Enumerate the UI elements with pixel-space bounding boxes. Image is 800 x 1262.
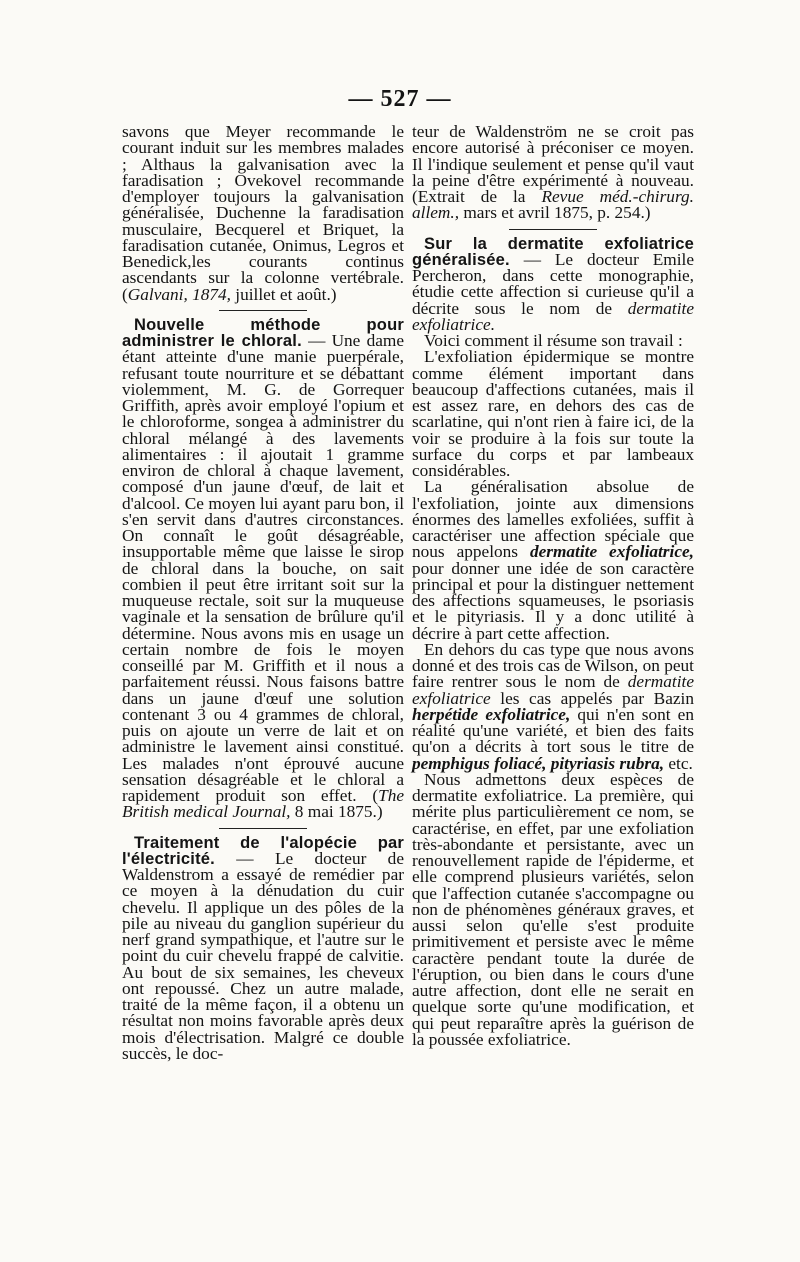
citation: The British medical Journal,	[122, 786, 404, 822]
section-divider	[509, 229, 597, 230]
paragraph	[412, 124, 694, 222]
section-heading: Nouvelle méthode pour administrer le chloral.	[122, 315, 404, 350]
term: dermatite exfoliatrice.	[412, 298, 694, 334]
body-text: — Le docteur Emile Percheron, dans cette monographie, étudie cette affection si curieuse qu'il a décrite sous le nom de	[412, 249, 694, 318]
paragraph: Nous admettons deux espèces de dermatite exfoliatrice. La première, qui mérite plus particulièrement ce nom, se caractérise, en effet, par une exfoliation très-abondante et persistante, avec un renouvellement rapide de l'épiderme, et elle comprend plusieurs variétés, selon que l'affection cutanée s'accompagne ou non de phénomènes généraux graves, et aussi selon qu'elle s'est produite primitivement et persiste avec le même caractère pendant toute la durée de l'éruption, ou bien dans le cours d'une autre affection, dont elle ne serait en quelque sorte qu'une modification, et qui peut reparaître après la guérison de la poussée exfoliatrice.	[412, 769, 694, 1049]
term: dermatite exfoliatrice	[412, 672, 694, 708]
body-text: savons que Meyer recommande le courant induit sur les membres malades ; Althaus la galvanisation avec la faradisation ; Ovekovel recommande d'employer toujours la galvanisation généralisée, Duchenne la faradisation musculaire, Becquerel et Briquet, la faradisation cutanée, Onimus, Legros et Benedick,les courants continus ascendants sur la colonne vertébrale. (	[122, 122, 404, 304]
body-text: les cas appelés par Bazin	[490, 688, 694, 708]
section-heading: Traitement de l'alopécie par l'électricité.	[122, 833, 404, 868]
section-divider	[219, 310, 307, 311]
body-text: En dehors du cas type que nous avons donné et des trois cas de Wilson, on peut faire rentrer sous le nom de	[412, 639, 694, 692]
right-column	[412, 124, 694, 1048]
paragraph: L'exfoliation épidermique se montre comme élément important dans beaucoup d'affections cutanées, mais il est assez rare, en dehors des cas de scarlatine, qui n'ont rien à faire ici, de la voir se produire à la fois sur toute la surface du corps et par lambeaux considérables.	[412, 347, 694, 480]
citation: Revue méd.-chirurg. allem.,	[412, 187, 694, 223]
body-text: La généralisation absolue de l'exfoliation, jointe aux dimensions énormes des lamelles exfoliées, suffit à caractériser une affection spéciale que nous appelons	[412, 477, 694, 562]
body-text: teur de Waldenström ne se croit pas encore autorisé à préconiser ce moyen. Il l'indique seulement et pense qu'il vaut la peine d'être expérimenté à nouveau. (Extrait de la	[412, 122, 694, 206]
term: herpétide exfoliatrice,	[412, 704, 571, 724]
body-text: 8 mai 1875.)	[290, 802, 383, 822]
body-text: qui n'en sont en réalité qu'une variété, et bien des faits qu'on a décrits à tort sous le titre de	[412, 704, 694, 757]
left-column	[122, 124, 404, 1062]
paragraph	[412, 479, 694, 642]
section-heading: Sur la dermatite exfoliatrice généralisée.	[412, 234, 694, 269]
section-alopecie	[122, 835, 404, 1063]
body-text: juillet et août.)	[230, 284, 337, 304]
term: pemphigus foliacé, pityriasis rubra,	[412, 753, 665, 773]
body-text: mars et avril 1875, p. 254.)	[459, 203, 651, 223]
page-number: — 527 —	[348, 86, 452, 112]
term: dermatite exfoliatrice,	[529, 542, 694, 562]
body-text: — Une dame étant atteinte d'une manie puerpérale, refusant toute nourriture et se débattant violemment, M. G. de Gorrequer Griffith, après avoir employé l'opium et le chloroforme, songea à administrer du chloral mélangé à des lavements alimentaires : il ajoutait 1 gramme environ de chloral à chaque lavement, composé d'un jaune d'œuf, de lait et d'alcool. Ce moyen lui ayant paru bon, il s'en servit dans d'autres circonstances. On connaît le goût désagréable, insupportable même que laisse le sirop de chloral dans la bouche, on sait combien il peut être irritant soit sur la muqueuse rectale, soit sur la muqueuse vaginale et la sensation de brûlure qu'il détermine. Nous avons mis en usage un certain nombre de fois le moyen conseillé par M. Griffith et il nous a parfaitement réussi. Nous faisons battre dans un jaune d'œuf une solution contenant 3 ou 4 grammes de chloral, puis on ajoute un verre de lait et on administre le lavement ainsi constitué. Les malades n'ont éprouvé aucune sensation désagréable et le chloral a rapidement produit son effet. (	[122, 331, 404, 805]
paragraph	[122, 124, 404, 303]
paragraph	[412, 639, 694, 773]
paragraph: Voici comment il résume son travail :	[424, 331, 683, 350]
body-text: — Le docteur de Waldenstrom a essayé de remédier par ce moyen à la dénudation du cuir chevelu. Il applique un des pôles de la pile au niveau du ganglion supérieur du nerf grand sympathique, et l'autre sur le point du cuir chevelu frappé de calvitie. Au bout de six semaines, les cheveux ont repoussé. Chez un autre malade, traité de la même façon, il a obtenu un résultat non moins favorable après deux mois d'électrisation. Malgré ce double succès, le doc-	[122, 848, 404, 1063]
body-text: etc.	[664, 753, 693, 773]
section-dermatite	[412, 236, 694, 334]
body-text: pour donner une idée de son caractère principal et pour la distinguer nettement des affections squameuses, le psoriasis et le pityriasis. Il y a donc utilité à décrire à part cette affection.	[412, 558, 694, 643]
citation: Galvani, 1874,	[127, 284, 231, 304]
section-divider	[219, 828, 307, 829]
section-chloral	[122, 317, 404, 821]
